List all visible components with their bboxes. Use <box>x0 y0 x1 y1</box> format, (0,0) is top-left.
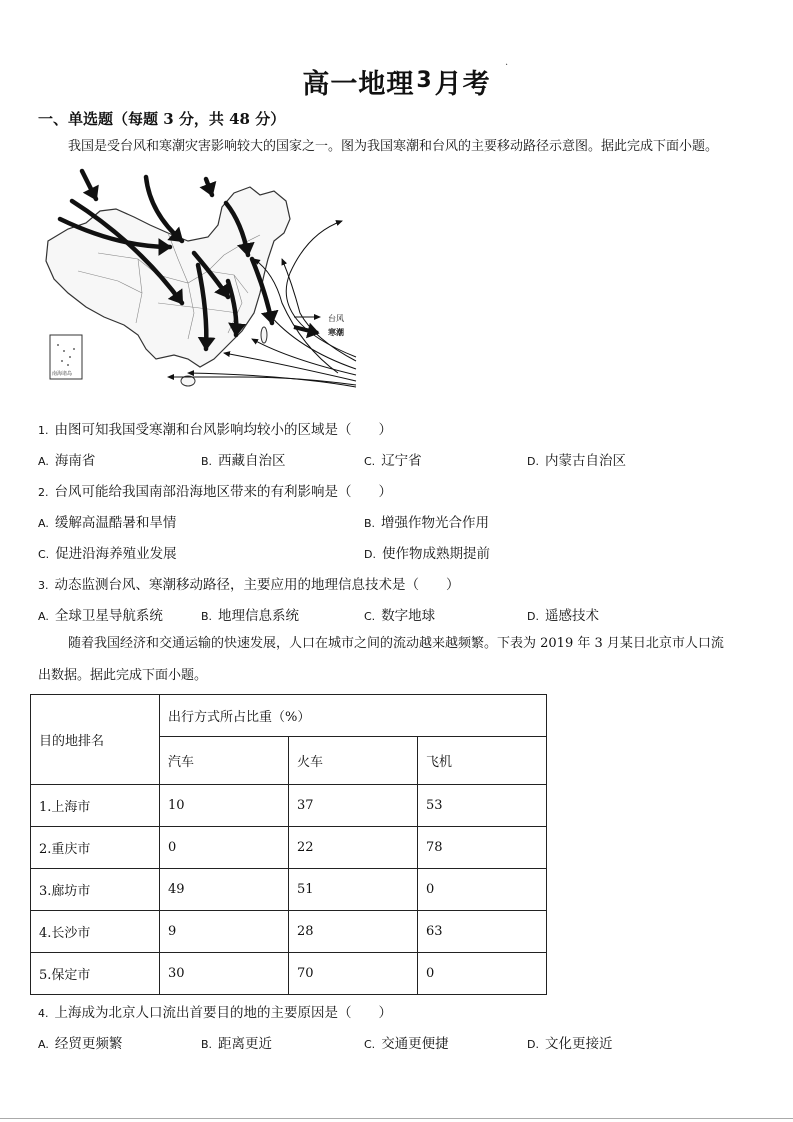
title-part2: 月考 <box>434 69 491 100</box>
question-2-number: 2. <box>38 486 49 499</box>
question-3-text: 动态监测台风、寒潮移动路径，主要应用的地理信息技术是（ ） <box>54 577 460 593</box>
option-letter: B. <box>364 517 376 530</box>
table-col-header-train: 火车 <box>289 737 418 785</box>
q2-option-d[interactable] <box>364 542 490 562</box>
legend-typhoon: 台风 <box>328 314 344 323</box>
table-cell-value: 53 <box>418 785 547 827</box>
option-text: 数字地球 <box>381 608 436 624</box>
q1-option-a[interactable] <box>38 449 95 469</box>
table-row <box>31 911 547 953</box>
q4-option-b[interactable] <box>201 1032 272 1052</box>
title-number: 3 <box>416 68 433 93</box>
q1-option-d[interactable] <box>527 449 626 469</box>
table-cell-value: 9 <box>160 911 289 953</box>
q3-option-b[interactable] <box>201 604 299 624</box>
table-cell-value: 51 <box>289 869 418 911</box>
table-row <box>31 785 547 827</box>
table-cell-value: 22 <box>289 827 418 869</box>
intro-paragraph-1: 我国是受台风和寒潮灾害影响较大的国家之一。图为我国寒潮和台风的主要移动路径示意图。据此完成下面小题。 <box>68 139 719 154</box>
title-part1: 高一地理 <box>302 69 415 100</box>
table-cell-value: 37 <box>289 785 418 827</box>
table-cell-value: 0 <box>418 869 547 911</box>
table-cell-value: 78 <box>418 827 547 869</box>
table-row-header: 目的地排名 <box>31 695 160 785</box>
table-cell-destination: 5.保定市 <box>31 953 160 995</box>
question-4-text: 上海成为北京人口流出首要目的地的主要原因是（ ） <box>54 1005 392 1021</box>
table-cell-destination: 4.长沙市 <box>31 911 160 953</box>
table-cell-value: 49 <box>160 869 289 911</box>
question-2 <box>38 480 392 500</box>
legend-cold-wave: 寒潮 <box>328 327 344 337</box>
option-letter: B. <box>201 610 213 623</box>
option-letter: C. <box>364 610 376 623</box>
question-1-number: 1. <box>38 424 49 437</box>
page-bottom-rule <box>0 1118 793 1119</box>
option-text: 使作物成熟期提前 <box>381 546 490 562</box>
table-cell-destination: 1.上海市 <box>31 785 160 827</box>
option-letter: D. <box>527 455 539 468</box>
q1-option-b[interactable] <box>201 449 286 469</box>
q3-option-c[interactable] <box>364 604 435 624</box>
question-3 <box>38 573 460 593</box>
section-heading: 一、单选题（每题 3 分，共 48 分） <box>38 110 286 128</box>
option-letter: D. <box>527 610 539 623</box>
q2-option-c[interactable] <box>38 542 177 562</box>
question-1 <box>38 418 392 438</box>
option-letter: B. <box>201 1038 213 1051</box>
table-cell-value: 0 <box>418 953 547 995</box>
question-1-text: 由图可知我国受寒潮和台风影响均较小的区域是（ ） <box>54 422 392 438</box>
intro-paragraph-2-line-2: 出数据。据此完成下面小题。 <box>38 668 208 683</box>
table-col-header-plane: 飞机 <box>418 737 547 785</box>
option-letter: A. <box>38 517 49 530</box>
q4-option-a[interactable] <box>38 1032 122 1052</box>
option-text: 地理信息系统 <box>218 608 300 624</box>
map-svg <box>38 163 368 395</box>
question-4 <box>38 1001 392 1021</box>
option-letter: C. <box>364 455 376 468</box>
q3-option-d[interactable] <box>527 604 599 624</box>
table-row <box>31 953 547 995</box>
option-text: 内蒙古自治区 <box>544 453 626 469</box>
option-text: 促进沿海养殖业发展 <box>55 546 177 562</box>
option-letter: A. <box>38 455 49 468</box>
table-group-header: 出行方式所占比重（%） <box>160 695 547 737</box>
option-letter: D. <box>527 1038 539 1051</box>
q2-option-b[interactable] <box>364 511 489 531</box>
table-cell-value: 28 <box>289 911 418 953</box>
q4-option-c[interactable] <box>364 1032 449 1052</box>
option-text: 海南省 <box>54 453 96 469</box>
option-text: 辽宁省 <box>381 453 422 469</box>
option-text: 交通更便捷 <box>381 1036 449 1052</box>
question-2-text: 台风可能给我国南部沿海地区带来的有利影响是（ ） <box>54 484 392 500</box>
option-letter: B. <box>201 455 213 468</box>
option-letter: C. <box>38 548 50 561</box>
table-cell-value: 63 <box>418 911 547 953</box>
table-cell-destination: 2.重庆市 <box>31 827 160 869</box>
table-row <box>31 827 547 869</box>
option-letter: A. <box>38 1038 49 1051</box>
table-cell-value: 70 <box>289 953 418 995</box>
typhoon-cold-wave-map <box>38 163 368 395</box>
table-col-header-car: 汽车 <box>160 737 289 785</box>
q2-option-a[interactable] <box>38 511 176 531</box>
population-outflow-table <box>30 694 547 995</box>
page-title <box>0 62 793 101</box>
option-text: 增强作物光合作用 <box>381 515 490 531</box>
option-text: 缓解高温酷暑和旱情 <box>54 515 177 531</box>
option-letter: C. <box>364 1038 376 1051</box>
option-text: 西藏自治区 <box>218 453 286 469</box>
table-cell-value: 10 <box>160 785 289 827</box>
option-text: 文化更接近 <box>544 1036 613 1052</box>
title-dot: · <box>505 60 509 71</box>
q4-option-d[interactable] <box>527 1032 612 1052</box>
intro-paragraph-2-line-1: 随着我国经济和交通运输的快速发展，人口在城市之间的流动越来越频繁。下表为 2019 年 3 月某日北京市人口流 <box>68 636 724 651</box>
q1-option-c[interactable] <box>364 449 422 469</box>
table-cell-value: 30 <box>160 953 289 995</box>
question-3-number: 3. <box>38 579 49 592</box>
option-text: 经贸更频繁 <box>54 1036 123 1052</box>
q3-option-a[interactable] <box>38 604 163 624</box>
option-text: 全球卫星导航系统 <box>54 608 163 624</box>
table-cell-value: 0 <box>160 827 289 869</box>
option-letter: A. <box>38 610 49 623</box>
option-text: 距离更近 <box>218 1036 273 1052</box>
table-row <box>31 869 547 911</box>
option-text: 遥感技术 <box>544 608 599 624</box>
inset-label: 南海诸岛 <box>52 371 73 377</box>
question-4-number: 4. <box>38 1007 49 1020</box>
option-letter: D. <box>364 548 376 561</box>
table-cell-destination: 3.廊坊市 <box>31 869 160 911</box>
